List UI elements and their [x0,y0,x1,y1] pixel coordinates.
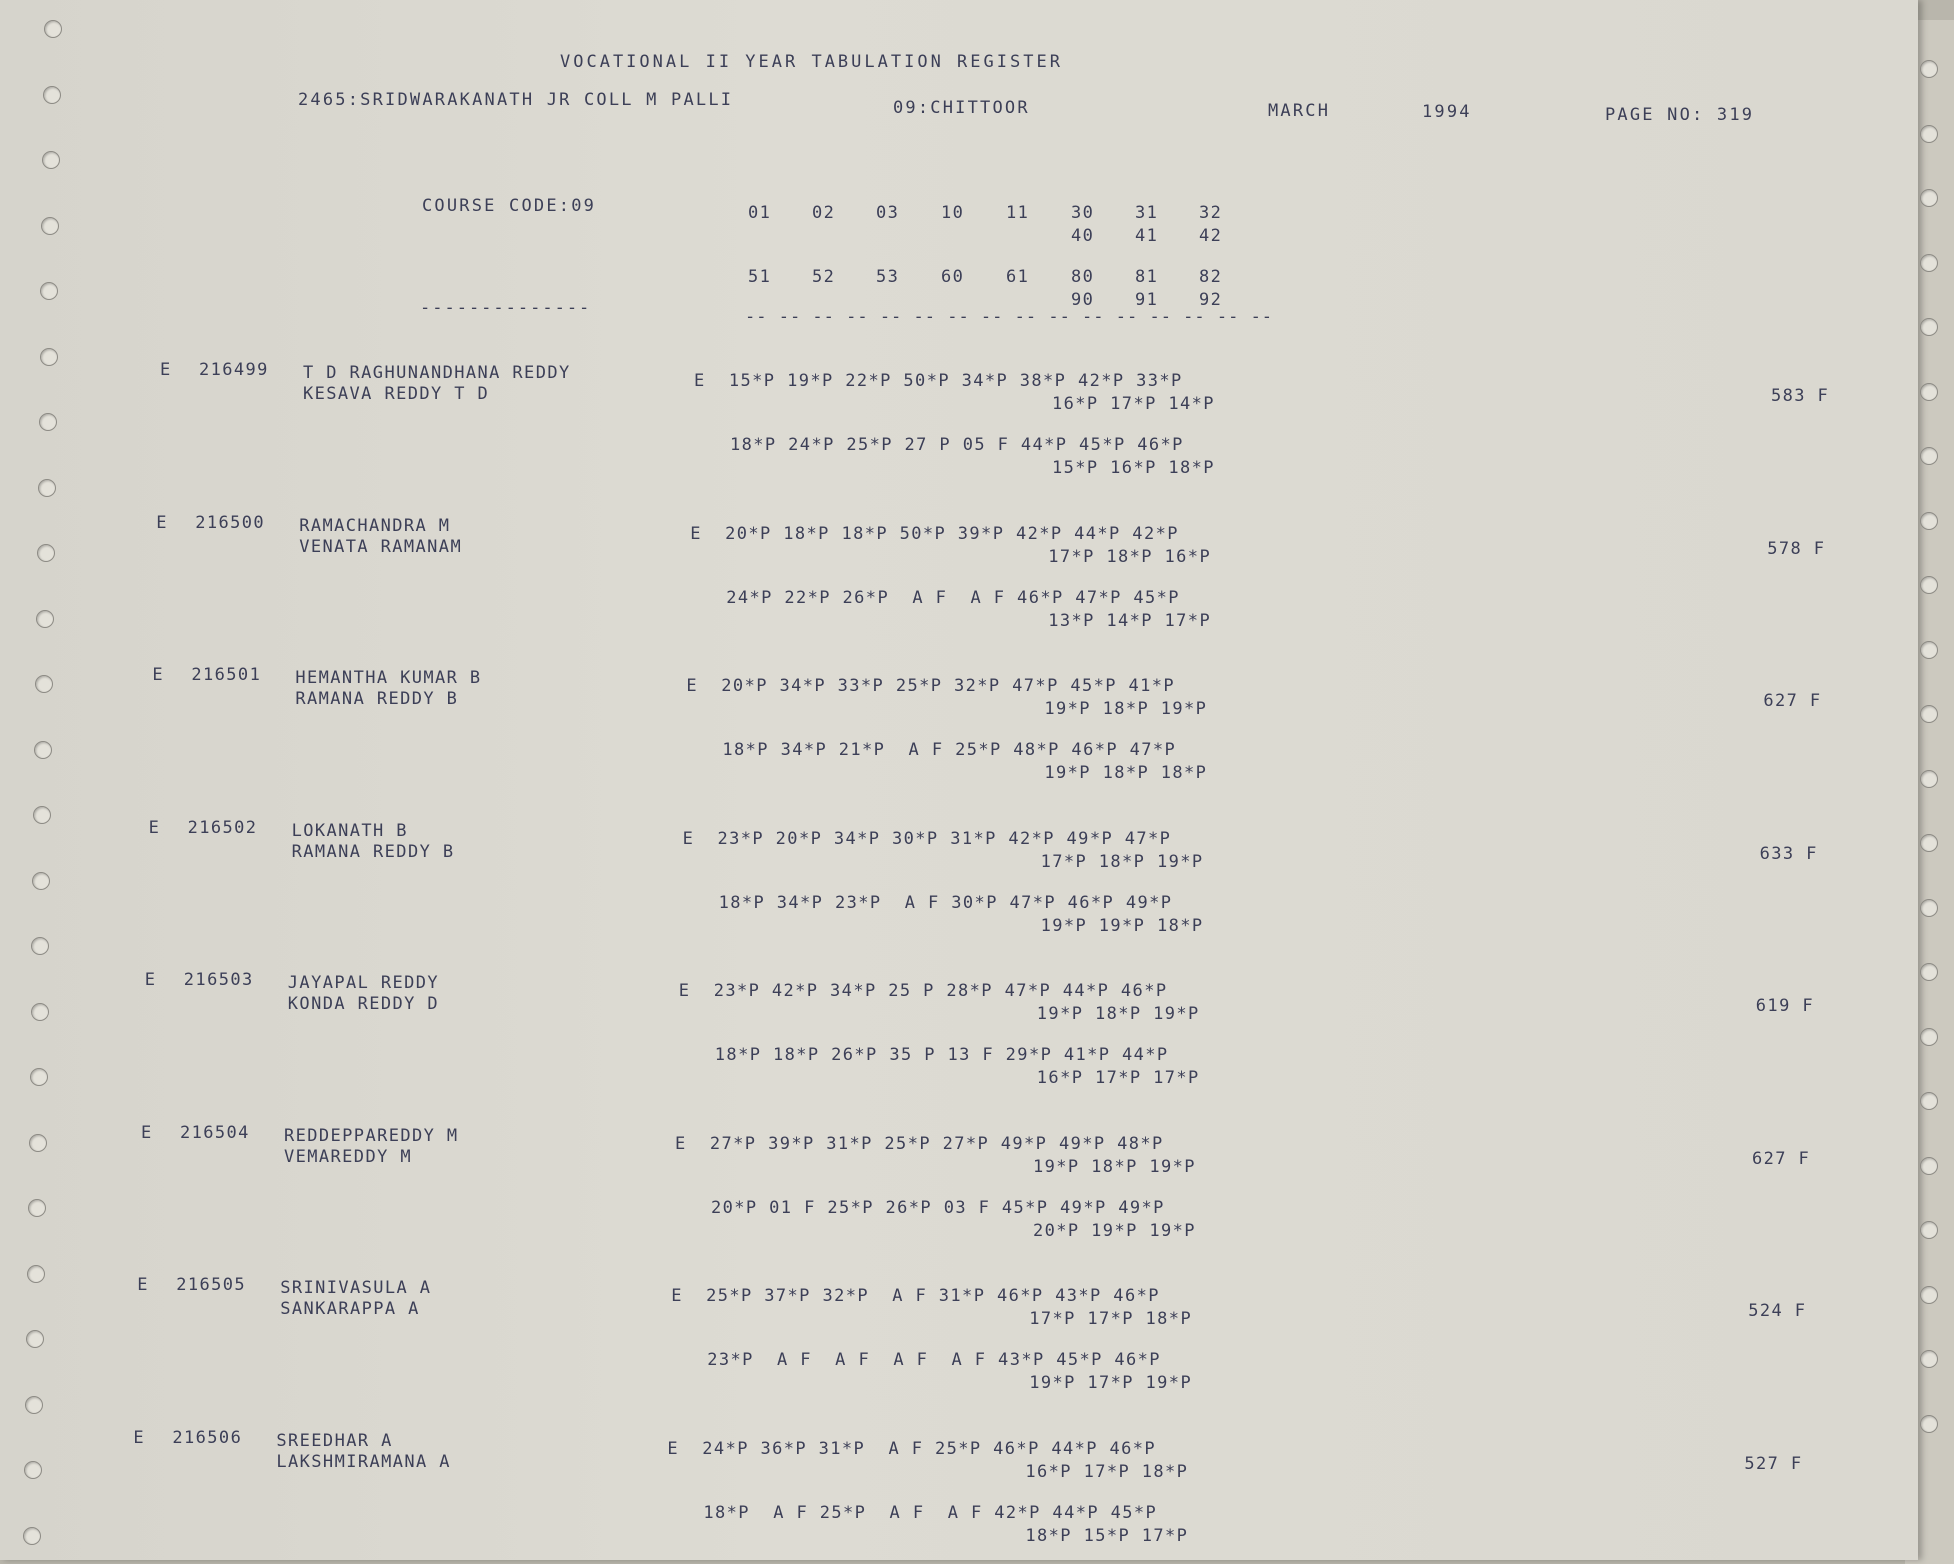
exam-month: MARCH [1268,101,1331,121]
marks-line-1: E 15*P 19*P 22*P 50*P 34*P 38*P 42*P 33*P [694,371,1183,391]
subject-code: 51 [748,267,772,287]
grand-total: 633 F [1759,843,1818,864]
grand-total: 627 F [1763,691,1822,711]
father-name: KONDA REDDY D [287,994,440,1014]
marks-line-2-sub: 19*P 19*P 18*P [1040,915,1204,936]
subject-code: 41 [1135,226,1159,246]
marks-line-2: 18*P A F 25*P A F A F 42*P 44*P 45*P [703,1502,1158,1523]
college-name: 2465:SRIDWARAKANATH JR COLL M PALLI [298,90,734,110]
student-name: LOKANATH B [291,820,408,841]
perforation-hole [31,1003,49,1021]
perforation-hole [1920,447,1938,465]
perforation-hole [26,1330,44,1348]
subject-code: 10 [941,203,965,223]
student-name: JAYAPAL REDDY [287,973,440,993]
perforation-hole [1920,1157,1938,1175]
perforation-hole [1920,576,1938,594]
marks-line-1: E 20*P 18*P 18*P 50*P 39*P 42*P 44*P 42*P [690,523,1179,544]
roll-number: 216505 [176,1275,246,1295]
perforation-hole [1920,383,1938,401]
perforation-hole [1920,1028,1938,1046]
marks-line-2-sub: 16*P 17*P 17*P [1036,1068,1200,1088]
district: 09:CHITTOOR [893,98,1030,118]
entry-flag: E [160,360,172,380]
father-name: LAKSHMIRAMANA A [276,1451,451,1472]
subject-code: 42 [1199,226,1223,246]
subject-code: 30 [1071,203,1095,223]
marks-line-2: 18*P 34*P 21*P A F 25*P 48*P 46*P 47*P [722,740,1177,760]
subject-code: 40 [1071,226,1095,246]
subject-code: 91 [1135,290,1159,310]
grand-total: 578 F [1767,538,1826,559]
roll-number: 216506 [172,1427,243,1448]
perforation-hole [35,675,53,693]
roll-number: 216504 [180,1122,250,1143]
subject-code: 60 [941,267,965,287]
column-dashes: -- -- -- -- -- -- -- -- -- -- -- -- -- -- -- -- [745,307,1274,327]
student-name: SRINIVASULA A [280,1278,432,1298]
student-name: REDDEPPAREDDY M [284,1125,459,1146]
marks-line-2: 18*P 18*P 26*P 35 P 13 F 29*P 41*P 44*P [714,1045,1169,1065]
subject-code: 90 [1071,290,1095,310]
marks-line-2: 18*P 34*P 23*P A F 30*P 47*P 46*P 49*P [718,892,1173,913]
subject-code: 01 [748,203,772,223]
perforation-hole [1920,1415,1938,1433]
marks-line-2-sub: 19*P 18*P 18*P [1044,763,1208,783]
perforation-hole [1920,834,1938,852]
entry-flag: E [148,817,161,838]
perforation-hole [30,1068,48,1086]
subject-code: 02 [812,203,836,223]
subject-code: 80 [1071,267,1095,287]
perforation-hole [25,1396,43,1414]
marks-line-1-sub: 17*P 18*P 19*P [1040,851,1204,872]
entry-flag: E [133,1427,146,1448]
student-name: RAMACHANDRA M [299,515,451,536]
student-name: SREEDHAR A [276,1430,393,1451]
marks-line-1-sub: 16*P 17*P 18*P [1025,1461,1189,1482]
perforation-hole [1920,899,1938,917]
perforation-hole [29,1134,47,1152]
perforation-hole [1920,641,1938,659]
roll-number: 216501 [191,665,262,685]
entry-flag: E [141,1122,153,1143]
perforation-hole [44,20,62,38]
subject-code: 92 [1199,290,1223,310]
student-name: HEMANTHA KUMAR B [295,668,482,688]
marks-line-1-sub: 17*P 18*P 16*P [1048,546,1212,567]
subject-code: 82 [1199,267,1223,287]
perforation-hole [23,1527,41,1545]
perforation-hole [38,479,56,497]
marks-line-2-sub: 20*P 19*P 19*P [1033,1220,1196,1241]
grand-total: 524 F [1748,1301,1807,1321]
father-name: KESAVA REDDY T D [303,384,490,404]
perforation-hole [1920,318,1938,336]
register-title: VOCATIONAL II YEAR TABULATION REGISTER [560,52,1063,72]
marks-line-1: E 23*P 42*P 34*P 25 P 28*P 47*P 44*P 46*P [678,981,1168,1001]
marks-line-2: 18*P 24*P 25*P 27 P 05 F 44*P 45*P 46*P [730,435,1184,455]
perforation-hole [1920,60,1938,78]
marks-line-2: 20*P 01 F 25*P 26*P 03 F 45*P 49*P 49*P [711,1197,1165,1218]
perforation-hole [1920,512,1938,530]
perforation-hole [28,1199,46,1217]
marks-line-2-sub: 15*P 16*P 18*P [1052,458,1215,478]
marks-line-1-sub: 19*P 18*P 19*P [1044,699,1208,719]
student-name: T D RAGHUNANDHANA REDDY [303,363,571,383]
marks-line-2-sub: 18*P 15*P 17*P [1025,1525,1189,1546]
grand-total: 627 F [1752,1148,1811,1169]
marks-line-1-sub: 16*P 17*P 14*P [1052,394,1215,414]
entry-flag: E [152,665,165,685]
perforation-hole [40,348,58,366]
perforation-hole [1920,1286,1938,1304]
marks-line-2-sub: 13*P 14*P 17*P [1048,610,1212,631]
father-name: RAMANA REDDY B [295,689,459,709]
father-name: VEMAREDDY M [284,1146,412,1167]
grand-total: 619 F [1755,996,1814,1016]
marks-line-1: E 20*P 34*P 33*P 25*P 32*P 47*P 45*P 41*P [686,676,1176,696]
marks-line-1: E 24*P 36*P 31*P A F 25*P 46*P 44*P 46*P [667,1438,1157,1459]
perforation-hole [1920,1350,1938,1368]
subject-code: 03 [876,203,900,223]
father-name: SANKARAPPA A [280,1299,420,1319]
perforation-hole [1920,1221,1938,1239]
subject-code: 52 [812,267,836,287]
marks-line-2-sub: 19*P 17*P 19*P [1029,1373,1193,1393]
marks-line-1: E 23*P 20*P 34*P 30*P 31*P 42*P 49*P 47*P [682,828,1172,849]
marks-line-1: E 27*P 39*P 31*P 25*P 27*P 49*P 49*P 48*P [675,1133,1164,1154]
father-name: VENATA RAMANAM [299,536,463,557]
course-code: COURSE CODE:09 [422,196,597,216]
marks-line-2: 24*P 22*P 26*P A F A F 46*P 47*P 45*P [726,587,1180,608]
marks-line-1-sub: 17*P 17*P 18*P [1029,1309,1193,1329]
grand-total: 527 F [1744,1453,1803,1474]
roll-number: 216502 [187,817,258,838]
entry-flag: E [137,1275,149,1295]
marks-line-2: 23*P A F A F A F A F 43*P 45*P 46*P [707,1350,1161,1370]
perforation-hole [27,1265,45,1283]
marks-line-1: E 25*P 37*P 32*P A F 31*P 46*P 43*P 46*P [671,1286,1160,1306]
perforation-hole [1920,189,1938,207]
perforation-hole [34,741,52,759]
entry-flag: E [144,970,157,990]
perforation-hole [43,86,61,104]
perforation-hole [37,544,55,562]
subject-code: 11 [1006,203,1030,223]
perforation-hole [32,872,50,890]
exam-year: 1994 [1422,102,1472,122]
marks-line-1-sub: 19*P 18*P 19*P [1033,1156,1196,1177]
entry-flag: E [156,512,168,533]
course-code-underline: -------------- [420,298,592,318]
subject-code: 61 [1006,267,1030,287]
perforation-hole [1920,705,1938,723]
grand-total: 583 F [1771,386,1830,406]
father-name: RAMANA REDDY B [291,841,455,862]
subject-code: 32 [1199,203,1223,223]
roll-number: 216499 [199,360,269,380]
perforation-hole [1920,125,1938,143]
perforation-hole [1920,770,1938,788]
perforation-hole [1920,963,1938,981]
roll-number: 216503 [183,970,254,990]
perforation-hole [1920,1092,1938,1110]
subject-code: 53 [876,267,900,287]
subject-code: 31 [1135,203,1159,223]
marks-line-1-sub: 19*P 18*P 19*P [1036,1004,1200,1024]
perforation-hole [1920,254,1938,272]
perforation-hole [41,217,59,235]
roll-number: 216500 [195,512,265,533]
perforation-hole [39,413,57,431]
subject-code: 81 [1135,267,1159,287]
perforation-hole [36,610,54,628]
page-number: PAGE NO: 319 [1605,105,1755,125]
